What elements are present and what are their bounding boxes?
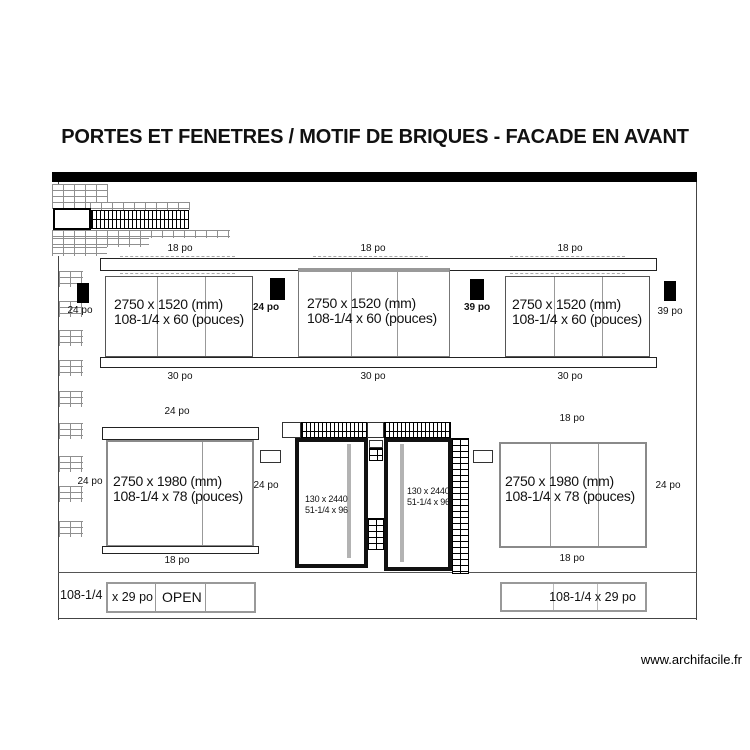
window-upper-1[interactable] bbox=[105, 276, 253, 357]
window-lower-left[interactable] bbox=[106, 440, 254, 547]
pier-width-label: 24 po bbox=[67, 305, 93, 316]
wall-edge-right bbox=[696, 182, 697, 620]
brick-corner-box bbox=[367, 422, 384, 438]
foundation-dim: x 29 po bbox=[112, 590, 154, 604]
window-size-mm: 2750 x 1520 (mm) bbox=[307, 295, 416, 311]
door-size-inches: 51-1/4 x 96 bbox=[305, 505, 348, 515]
brick-motif bbox=[52, 247, 107, 256]
dim-label-top: 18 po bbox=[360, 243, 386, 254]
door-2[interactable] bbox=[384, 438, 452, 571]
door-size-mm: 130 x 2440 bbox=[407, 486, 450, 496]
window-size-inches: 108-1/4 x 78 (pouces) bbox=[113, 488, 243, 504]
lintel-bar bbox=[102, 427, 259, 440]
door-1[interactable] bbox=[295, 438, 368, 568]
pier-width-label: 24 po bbox=[253, 480, 279, 491]
pier-width-label: 39 po bbox=[463, 302, 491, 313]
pier-width-label: 24 po bbox=[77, 476, 103, 487]
pier-width-label: 24 po bbox=[655, 480, 681, 491]
dim-label-top: 24 po bbox=[164, 406, 190, 417]
door-panel-line bbox=[400, 444, 404, 562]
sill-bar-bottom bbox=[100, 357, 657, 368]
dimension-line bbox=[510, 273, 625, 274]
brick-quoin-icon bbox=[59, 456, 83, 472]
window-size-inches: 108-1/4 x 60 (pouces) bbox=[114, 311, 244, 327]
foundation-dim: 108-1/4 x 29 po bbox=[549, 590, 636, 604]
archifacile-link[interactable]: www.archifacile.fr bbox=[640, 652, 742, 667]
brick-quoin-icon bbox=[59, 391, 83, 407]
foundation-dim-prefix: 108-1/4 bbox=[60, 588, 103, 602]
pier-width-label: 24 po bbox=[252, 302, 280, 313]
dim-label-bottom: 30 po bbox=[557, 371, 583, 382]
dimension-line bbox=[120, 256, 235, 257]
brick-column bbox=[452, 438, 469, 574]
window-size-inches: 108-1/4 x 78 (pouces) bbox=[505, 488, 635, 504]
dim-label-top: 18 po bbox=[559, 413, 585, 424]
soldier-course-band bbox=[301, 422, 367, 438]
vent-block[interactable] bbox=[77, 283, 89, 303]
wall-marker-box bbox=[260, 450, 281, 463]
foundation-line bbox=[58, 572, 697, 573]
brick-corner-box bbox=[282, 422, 301, 438]
pier-width-label: 39 po bbox=[657, 306, 683, 317]
brick-quoin-icon bbox=[59, 360, 83, 376]
brick-quoin-icon bbox=[59, 521, 83, 537]
door-size-mm: 130 x 2440 bbox=[305, 494, 348, 504]
brick-motif bbox=[90, 202, 190, 210]
window-size-mm: 2750 x 1980 (mm) bbox=[505, 473, 614, 489]
dim-label-bottom: 18 po bbox=[559, 553, 585, 564]
roof-band bbox=[52, 172, 697, 182]
dim-label-bottom: 30 po bbox=[360, 371, 386, 382]
drawing-title: PORTES ET FENETRES / MOTIF DE BRIQUES - FACADE EN AVANT bbox=[61, 126, 689, 148]
soldier-course-band bbox=[91, 210, 189, 229]
dim-label-bottom: 18 po bbox=[164, 555, 190, 566]
vent-block[interactable] bbox=[664, 281, 676, 301]
sill-bar bbox=[102, 546, 259, 554]
brick-motif bbox=[52, 238, 149, 247]
vent-block[interactable] bbox=[270, 278, 285, 300]
window-size-mm: 2750 x 1980 (mm) bbox=[113, 473, 222, 489]
foundation-right-box[interactable] bbox=[500, 582, 647, 612]
dim-label-top: 18 po bbox=[557, 243, 583, 254]
brick-quoin-icon bbox=[59, 486, 83, 502]
brick-motif bbox=[52, 230, 230, 238]
window-size-inches: 108-1/4 x 60 (pouces) bbox=[512, 311, 642, 327]
brick-pier bbox=[368, 518, 384, 550]
dim-label-bottom: 30 po bbox=[167, 371, 193, 382]
wall-marker-box bbox=[473, 450, 493, 463]
foundation-left-box[interactable] bbox=[106, 582, 256, 613]
window-size-mm: 2750 x 1520 (mm) bbox=[114, 296, 223, 312]
door-size-inches: 51-1/4 x 96 bbox=[407, 497, 450, 507]
window-upper-2[interactable] bbox=[298, 268, 450, 357]
ground-line bbox=[58, 618, 697, 619]
cell-divider bbox=[155, 584, 156, 611]
dimension-line bbox=[510, 256, 625, 257]
brick-quoin-icon bbox=[59, 423, 83, 439]
dimension-line bbox=[120, 273, 235, 274]
brick-pier bbox=[369, 448, 383, 461]
vent-block[interactable] bbox=[470, 279, 484, 300]
window-size-mm: 2750 x 1520 (mm) bbox=[512, 296, 621, 312]
dimension-line bbox=[313, 256, 428, 257]
window-upper-3[interactable] bbox=[505, 276, 650, 357]
open-label: OPEN bbox=[162, 589, 202, 605]
cell-divider bbox=[205, 584, 206, 611]
window-size-inches: 108-1/4 x 60 (pouces) bbox=[307, 310, 437, 326]
soldier-course-band bbox=[384, 422, 451, 438]
brick-keystone-box bbox=[53, 208, 91, 230]
brick-pier-box bbox=[369, 440, 383, 448]
dim-label-top: 18 po bbox=[167, 243, 193, 254]
window-lower-right[interactable] bbox=[499, 442, 647, 548]
brick-quoin-icon bbox=[59, 330, 83, 346]
